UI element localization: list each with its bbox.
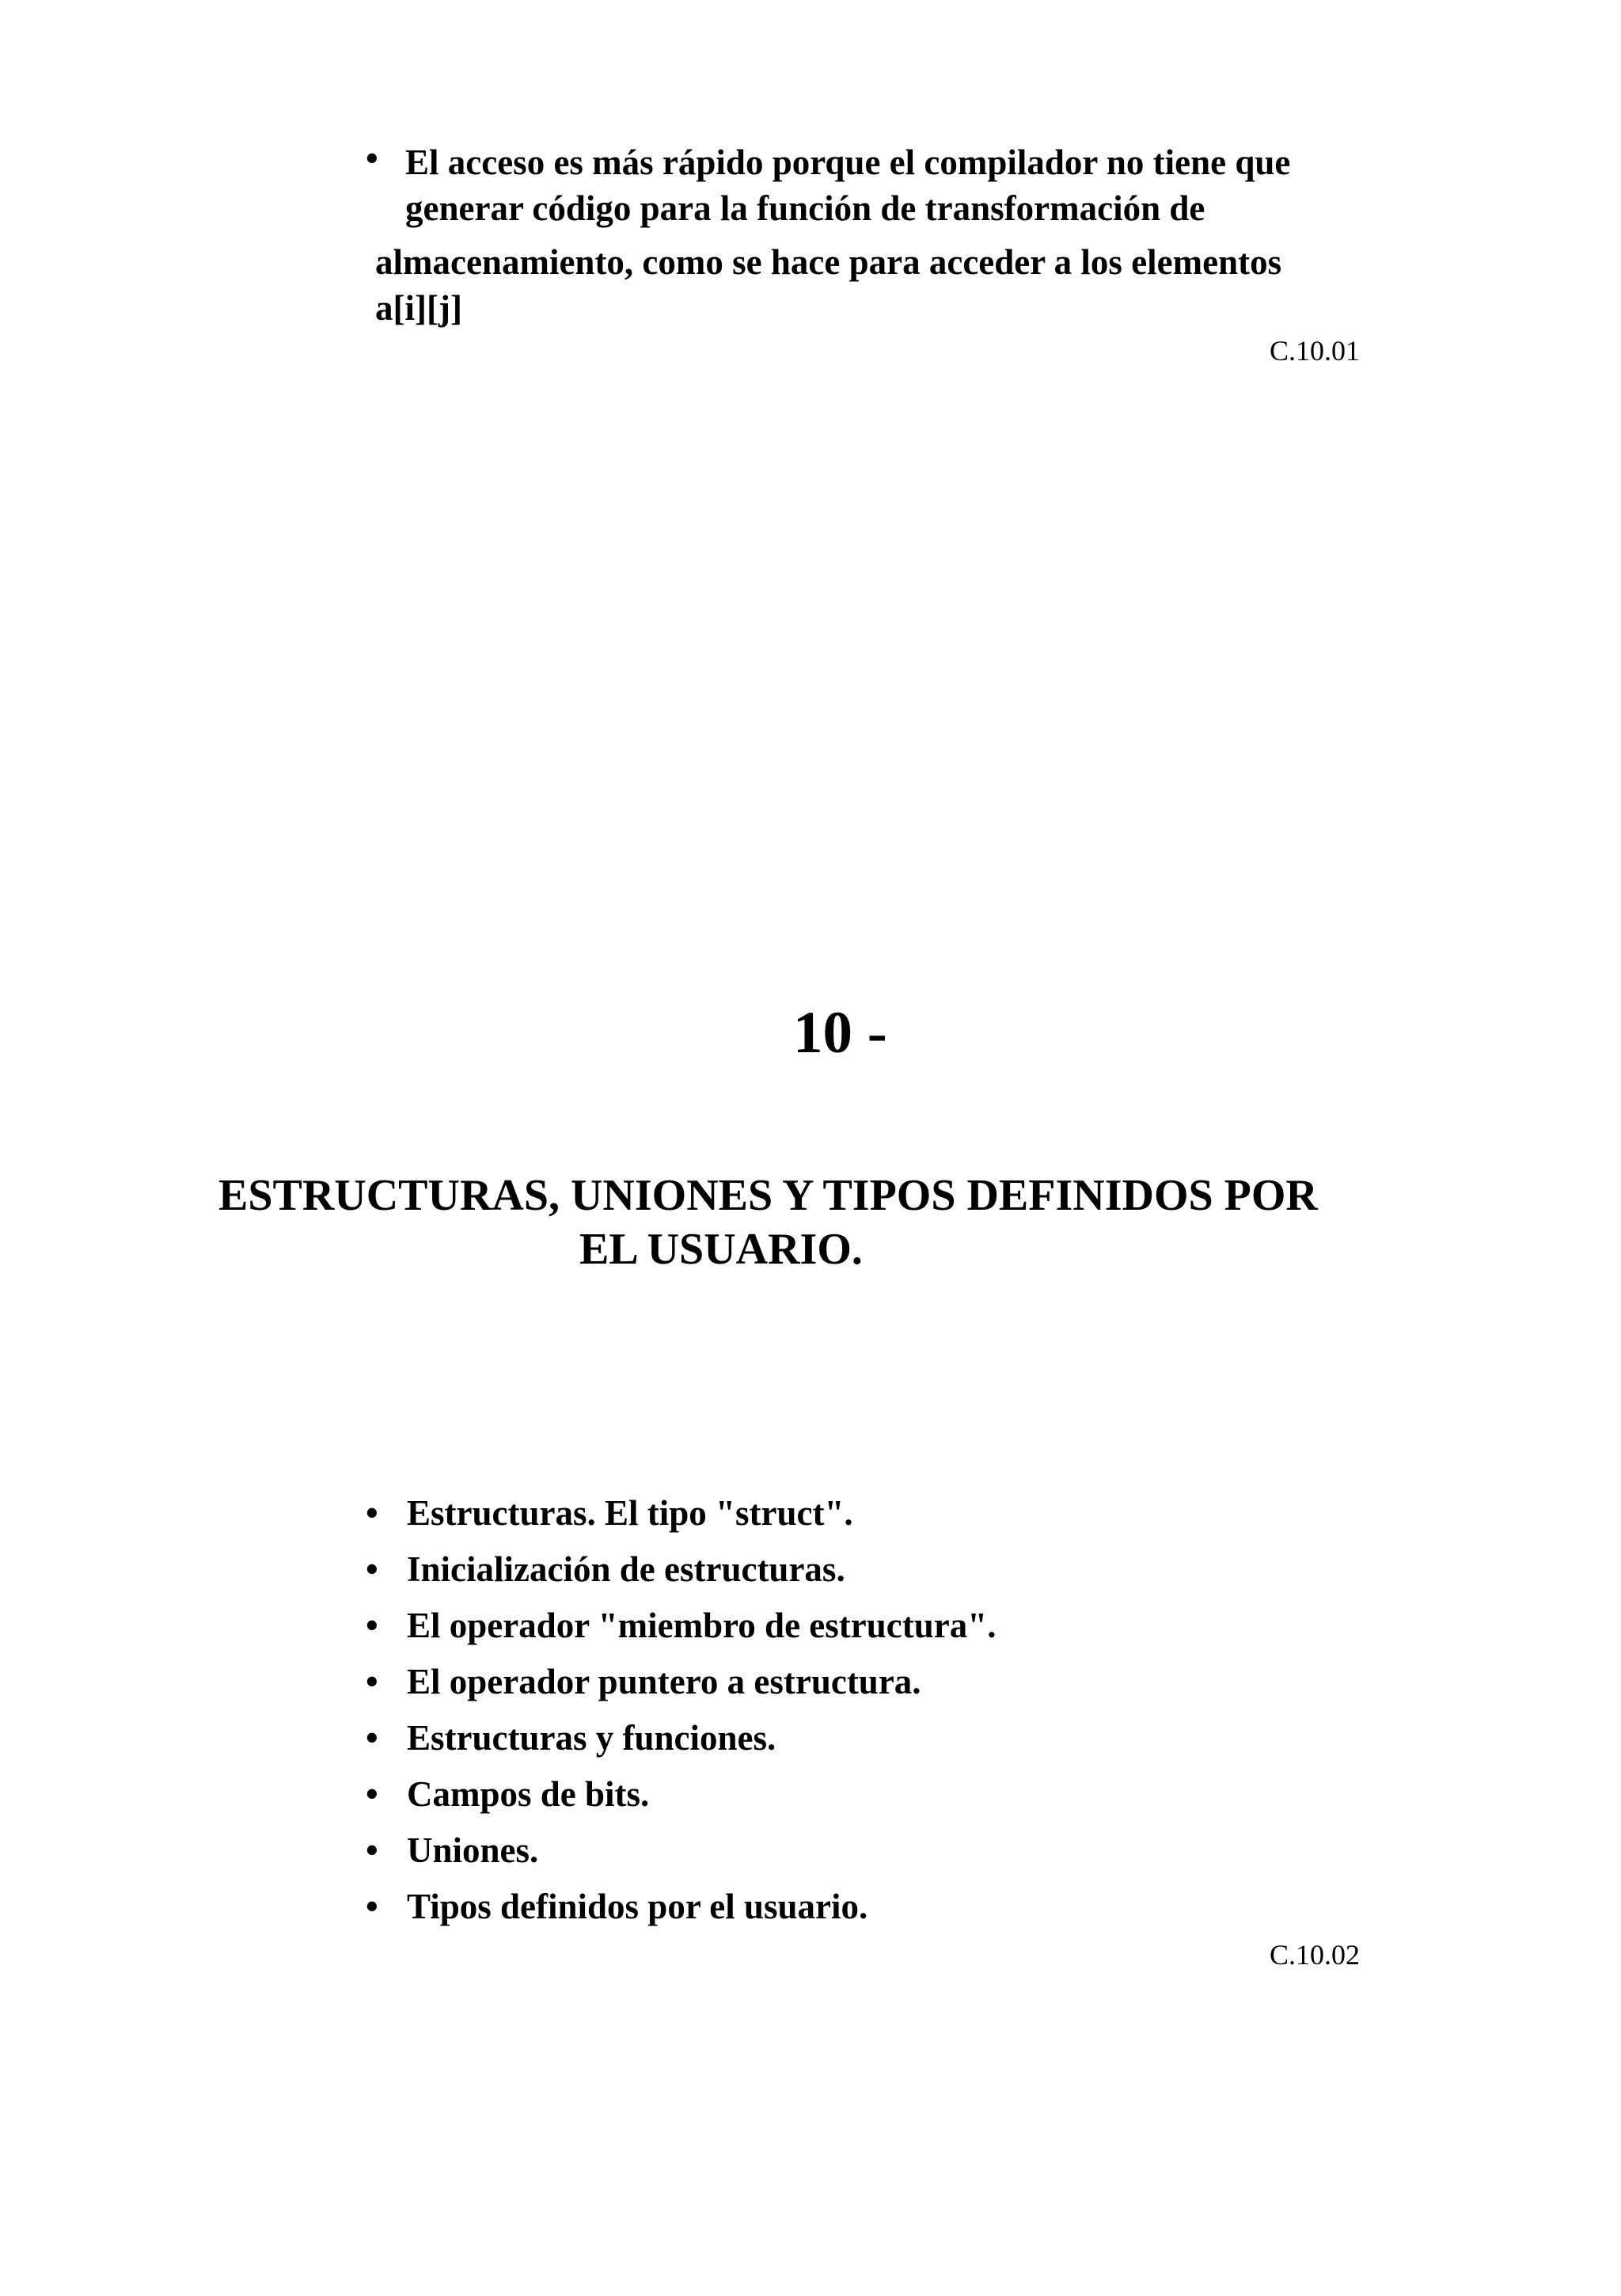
bullet-marker: • bbox=[366, 1606, 378, 1645]
bullet-marker: • bbox=[366, 1774, 378, 1814]
topic-label: Campos de bits. bbox=[407, 1774, 650, 1814]
bullet-marker: • bbox=[366, 1549, 378, 1589]
bullet-marker: • bbox=[366, 1662, 378, 1701]
bullet-marker: • bbox=[366, 1830, 378, 1870]
slide-reference-code: C.10.01 bbox=[1270, 335, 1361, 367]
topic-label: Estructuras. El tipo "struct". bbox=[407, 1493, 853, 1533]
chapter-number: 10 - bbox=[793, 1000, 887, 1066]
slide-reference-code: C.10.02 bbox=[1270, 1939, 1361, 1971]
paragraph-line-1: El acceso es más rápido porque el compilador no tiene que bbox=[405, 143, 1291, 182]
topic-label: Estructuras y funciones. bbox=[407, 1718, 776, 1758]
topic-label: El operador puntero a estructura. bbox=[407, 1662, 921, 1701]
bullet-marker: • bbox=[366, 1718, 378, 1758]
topic-label: Inicialización de estructuras. bbox=[407, 1549, 845, 1589]
bullet-marker: • bbox=[366, 139, 378, 178]
chapter-title-line-2: EL USUARIO. bbox=[579, 1225, 863, 1274]
paragraph-line-3: almacenamiento, como se hace para acceder a los elementos bbox=[375, 242, 1282, 282]
bullet-marker: • bbox=[366, 1887, 378, 1926]
topic-label: Tipos definidos por el usuario. bbox=[407, 1887, 868, 1926]
paragraph-line-2: generar código para la función de transformación de bbox=[405, 188, 1205, 228]
topic-label: El operador "miembro de estructura". bbox=[407, 1606, 997, 1645]
topic-label: Uniones. bbox=[407, 1830, 539, 1870]
bullet-marker: • bbox=[366, 1493, 378, 1533]
paragraph-line-4: a[i][j] bbox=[375, 288, 462, 328]
chapter-title-line-1: ESTRUCTURAS, UNIONES Y TIPOS DEFINIDOS POR bbox=[218, 1171, 1318, 1220]
